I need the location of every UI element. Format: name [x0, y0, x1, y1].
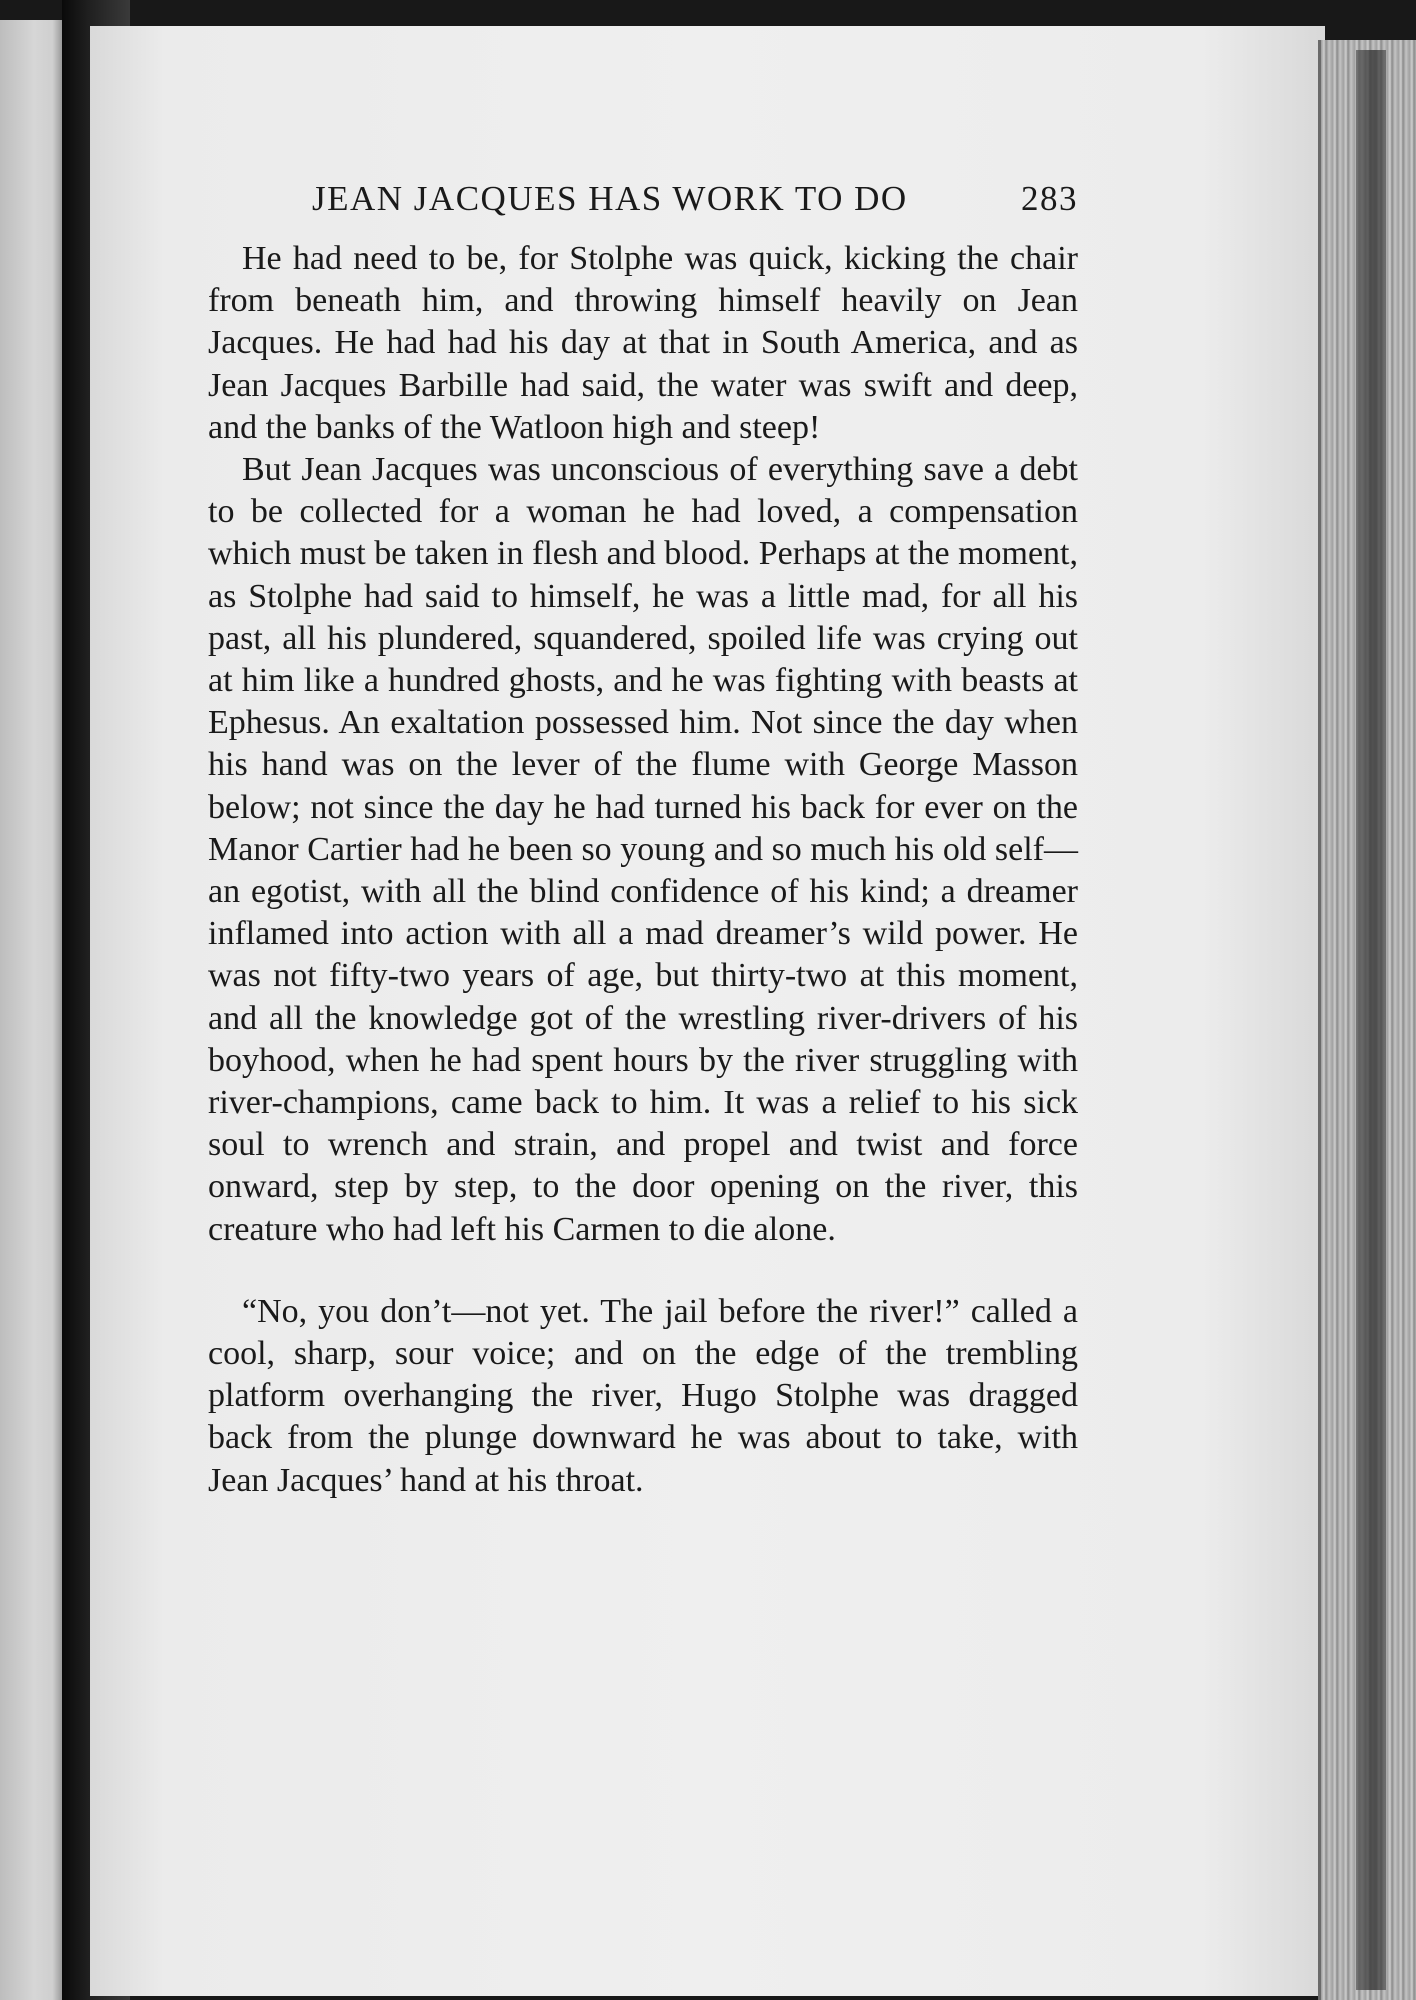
page-text: [208, 178, 1078, 1502]
running-title: JEAN JACQUES HAS WORK TO DO: [312, 179, 908, 218]
left-page-edge: [0, 20, 62, 2000]
page-stack-shadow: [1356, 50, 1386, 1990]
paragraph: He had need to be, for Stolphe was quick, kicking the chair from beneath him, and throwing himself heavily on Jean Jacques. He had had his day at that in South America, and as Jean Jacques Barbille had said, the water was swift and deep, and the banks of the Watloon high and steep!: [208, 240, 1078, 446]
paragraph: But Jean Jacques was unconscious of everything save a debt to be collected for a woman he had loved, a compensation which must be taken in flesh and blood. Perhaps at the moment, as Stolphe had said to himself, he was a little mad, for all his past, all his plundered, squandered, spoiled life was crying out at him like a hundred ghosts, and he was fighting with beasts at Ephesus. An exaltation possessed him. Not since the day when his hand was on the lever of the flume with George Masson below; not since the day he had turned his back for ever on the Manor Cartier had he been so young and so much his old self—an egotist, with all the blind confidence of his kind; a dreamer inflamed into action with all a mad dreamer’s wild power. He was not fifty-two years of age, but thirty-two at this moment, and all the knowledge got of the wrestling river-drivers of his boyhood, when he had spent hours by the river struggling with river-champions, came back to him. It was a relief to his sick soul to wrench and strain, and propel and twist and force onward, step by step, to the door opening on the river, this creature who had left his Carmen to die alone.: [208, 451, 1078, 1248]
page-number: 283: [1021, 179, 1078, 218]
paragraph: “No, you don’t—not yet. The jail before the river!” called a cool, sharp, sour voice; and on the edge of the trembling platform overhanging the river, Hugo Stolphe was dragged back from the plunge downward he was about to take, with Jean Jacques’ hand at his throat.: [208, 1292, 1078, 1499]
running-header: [312, 178, 1078, 220]
